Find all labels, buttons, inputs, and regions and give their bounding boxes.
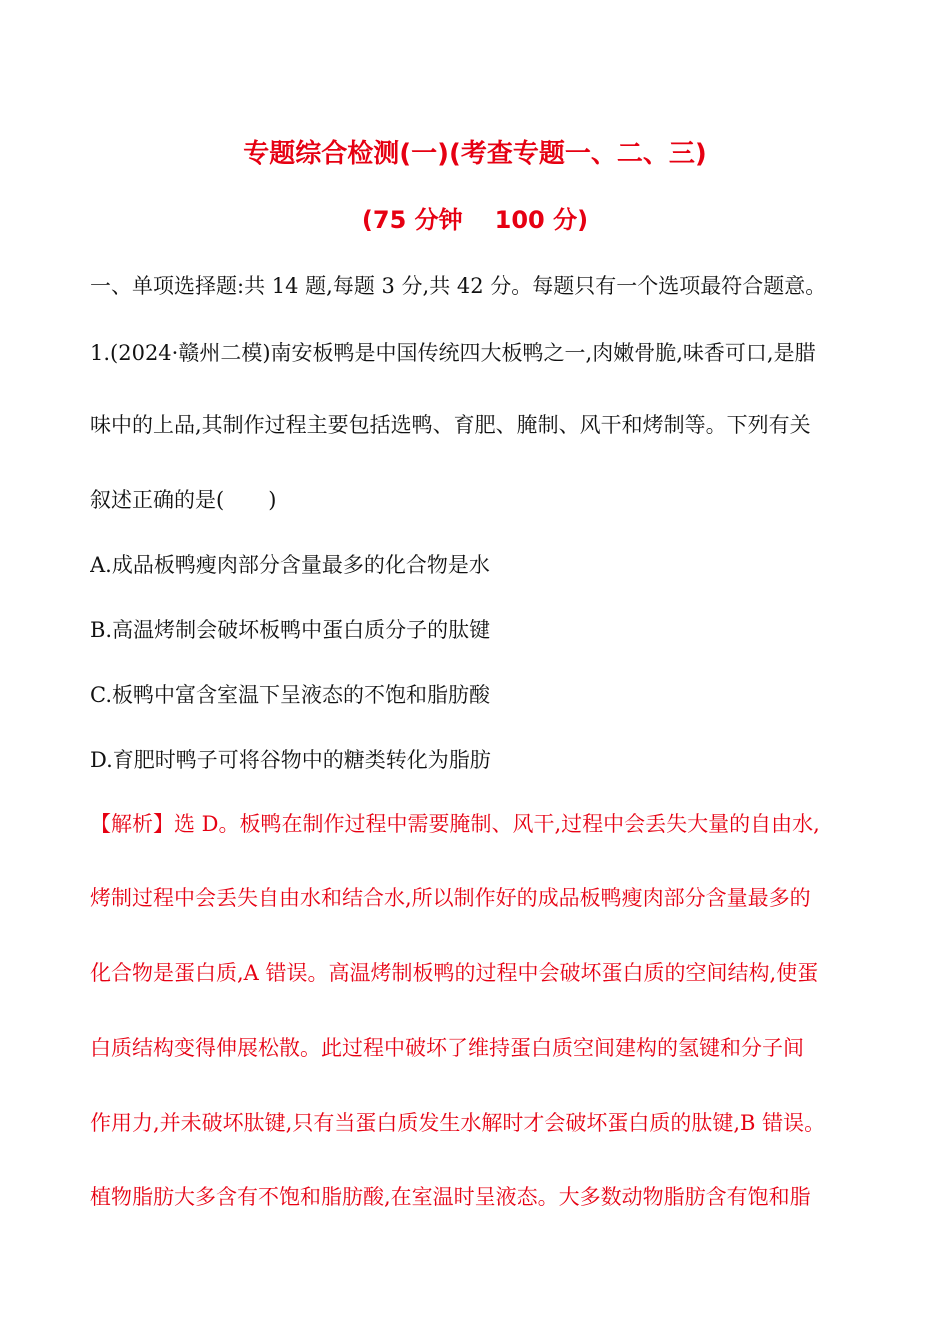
analysis-line-5: 作用力,并未破坏肽键,只有当蛋白质发生水解时才会破坏蛋白质的肽键,B 错误。 (90, 1111, 826, 1135)
option-b: B.高温烤制会破坏板鸭中蛋白质分子的肽键 (90, 618, 491, 642)
analysis-line-6: 植物脂肪大多含有不饱和脂肪酸,在室温时呈液态。大多数动物脂肪含有饱和脂 (90, 1185, 811, 1209)
total-score: 100 分) (494, 206, 589, 234)
document-subtitle (0, 200, 950, 235)
time-limit: (75 分钟 (361, 206, 463, 234)
analysis-line-4: 白质结构变得伸展松散。此过程中破坏了维持蛋白质空间建构的氢键和分子间 (90, 1036, 804, 1060)
option-a: A.成品板鸭瘦肉部分含量最多的化合物是水 (90, 553, 490, 577)
question-stem-line-3 (90, 485, 865, 515)
question-stem-line-1: 1.(2024·赣州二模)南安板鸭是中国传统四大板鸭之一,肉嫩骨脆,味香可口,是腊 (90, 341, 816, 365)
analysis-line-1: 【解析】选 D。板鸭在制作过程中需要腌制、风干,过程中会丢失大量的自由水, (90, 812, 820, 836)
analysis-line-3: 化合物是蛋白质,A 错误。高温烤制板鸭的过程中会破坏蛋白质的空间结构,使蛋 (90, 961, 819, 985)
section-heading: 一、单项选择题:共 14 题,每题 3 分,共 42 分。每题只有一个选项最符合题意。 (90, 274, 827, 298)
option-c: C.板鸭中富含室温下呈液态的不饱和脂肪酸 (90, 683, 490, 707)
question-stem-end: 叙述正确的是( (90, 488, 225, 512)
analysis-line-2: 烤制过程中会丢失自由水和结合水,所以制作好的成品板鸭瘦肉部分含量最多的 (90, 886, 811, 910)
document-title: 专题综合检测(一)(考查专题一、二、三) (243, 139, 707, 169)
answer-blank-close: ) (268, 488, 277, 512)
option-d: D.育肥时鸭子可将谷物中的糖类转化为脂肪 (90, 748, 491, 772)
question-stem-line-2: 味中的上品,其制作过程主要包括选鸭、育肥、腌制、风干和烤制等。下列有关 (90, 413, 811, 437)
